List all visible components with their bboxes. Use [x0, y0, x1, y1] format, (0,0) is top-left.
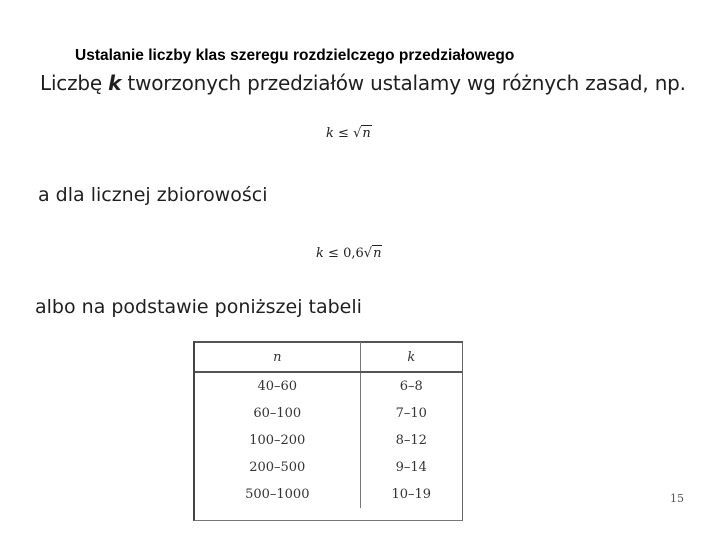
- cell-k: 10–19: [360, 481, 462, 508]
- header-k: k: [360, 343, 462, 373]
- cell-n: 40–60: [257, 379, 298, 394]
- intro-text-after: tworzonych przedziałów ustalamy wg różnych zasad, np.: [121, 71, 686, 95]
- formula-2-radical-sign: √: [363, 246, 373, 261]
- cell-n: 100–200: [249, 433, 306, 448]
- table-row: [195, 372, 462, 400]
- intro-symbol-k: k: [108, 71, 122, 95]
- table-row: [195, 454, 462, 481]
- intro-line: [40, 71, 686, 95]
- table-header-row: [195, 343, 462, 373]
- formula-0-6-sqrt-n: [316, 246, 382, 261]
- table-row: [195, 427, 462, 454]
- cell-k: 6–8: [360, 372, 462, 400]
- formula-1-radicand: n: [362, 126, 371, 141]
- formula-2-sqrt: [364, 246, 383, 261]
- formula-1-radical-sign: √: [353, 126, 362, 141]
- formula-1-lhs: k: [326, 126, 334, 141]
- formula-2-relation: ≤: [328, 246, 339, 261]
- cell-n: 60–100: [253, 406, 302, 421]
- table-row: [195, 400, 462, 427]
- class-count-table: [193, 341, 463, 521]
- paragraph-table-intro: albo na podstawie poniższej tabeli: [35, 296, 362, 318]
- paragraph-large-population: a dla licznej zbiorowości: [38, 184, 268, 206]
- formula-2-coefficient: 0,6: [343, 246, 364, 261]
- slide-title: Ustalanie liczby klas szeregu rozdzielczego przedziałowego: [75, 47, 515, 64]
- formula-2-radicand: n: [373, 246, 382, 261]
- intro-text-before: Liczbę: [40, 71, 109, 95]
- formula-1-relation: ≤: [338, 126, 349, 141]
- cell-n: 200–500: [249, 460, 306, 475]
- cell-n: 500–1000: [245, 487, 310, 502]
- formula-1-sqrt: [353, 126, 372, 141]
- cell-k: 7–10: [360, 400, 462, 427]
- formula-2-lhs: k: [316, 246, 324, 261]
- page-number: 15: [670, 492, 684, 505]
- cell-k: 8–12: [360, 427, 462, 454]
- table-row: [195, 481, 462, 508]
- class-count-table-grid: [195, 342, 462, 508]
- cell-k: 9–14: [360, 454, 462, 481]
- formula-sqrt-n: [326, 126, 372, 141]
- header-n: n: [195, 343, 360, 373]
